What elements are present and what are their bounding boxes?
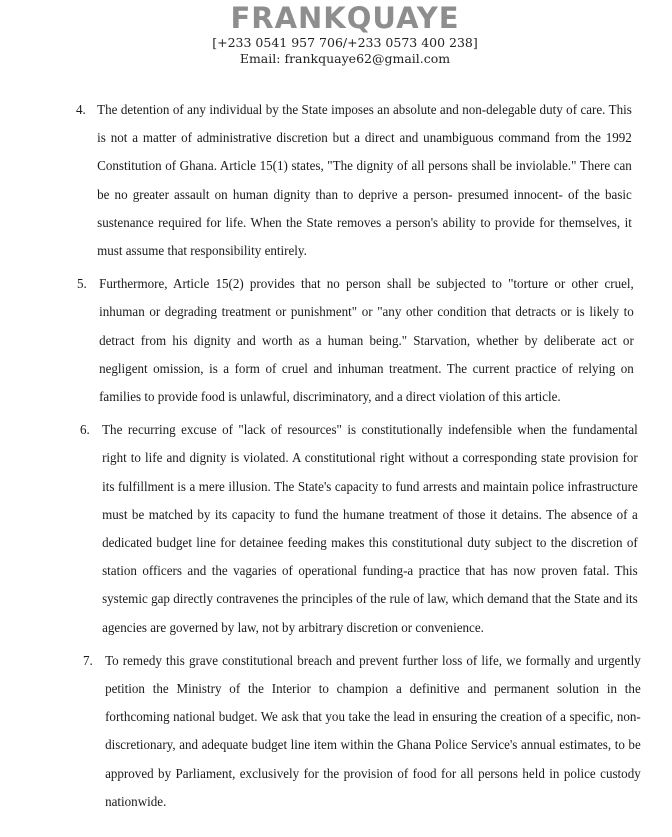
- paragraph-number: 5.: [77, 276, 87, 292]
- numbered-paragraphs: [0, 96, 672, 821]
- paragraph-number: 4.: [76, 102, 86, 117]
- paragraph-text: To remedy this grave constitutional breach and prevent further loss of life, we formally and urgently petition the Ministry of the Interior to champion a definitive and permanent solution in the forthcoming national budget. We ask that you take the lead in ensuring the creation of a specific, non-discretionary, and adequate budget line item within the Ghana Police Service's annual estimates, to be approved by Parliament, exclusively for the provision of food for all persons held in police custody nationwide.: [105, 652, 641, 809]
- paragraph-item-4: [76, 96, 648, 265]
- paragraph-number: 7.: [83, 652, 93, 668]
- paragraph-item-5: [77, 270, 648, 411]
- letterhead-name: FRANKQUAYE: [230, 1, 460, 35]
- paragraph-number: 6.: [80, 422, 90, 438]
- paragraph-text: The detention of any individual by the State imposes an absolute and non-delegable duty of care. This is not a matter of administrative discretion but a direct and unambiguous command from the 1992 Constitution of Ghana. Article 15(1) states, "The dignity of all persons shall be inviolable." There can be no greater assault on human dignity than to deprive a person- presumed innocent- of the basic sustenance required for life. When the State removes a person's ability to provide for themselves, it must assume that responsibility entirely.: [97, 102, 632, 259]
- paragraph-item-7: [83, 647, 648, 816]
- letterhead-phones: [+233 0541 957 706/+233 0573 400 238]: [212, 35, 478, 50]
- paragraph-text: The recurring excuse of "lack of resources" is constitutionally indefensible when the fundamental right to life and dignity is violated. A constitutional right without a corresponding state provision for its fulfillment is a mere illusion. The State's capacity to fund arrests and maintain police infrastructure must be matched by its capacity to fund the humane treatment of those it detains. The absence of a dedicated budget line for detainee feeding makes this constitutional duty subject to the discretion of station officers and the vagaries of operational funding-a practice that has now proven fatal. This systemic gap directly contravenes the principles of the rule of law, which demand that the State and its agencies are governed by law, not by arbitrary discretion or convenience.: [102, 422, 638, 635]
- letterhead: [0, 0, 672, 67]
- paragraph-item-6: [80, 416, 648, 642]
- paragraph-text: Furthermore, Article 15(2) provides that no person shall be subjected to "torture or other cruel, inhuman or degrading treatment or punishment" or "any other condition that detracts or is likely to detract from his dignity and worth as a human being." Starvation, whether by deliberate act or negligent omission, is a form of cruel and inhuman treatment. The current practice of relying on families to provide food is unlawful, discriminatory, and a direct violation of this article.: [99, 276, 634, 405]
- letterhead-email: Email: frankquaye62@gmail.com: [239, 51, 451, 66]
